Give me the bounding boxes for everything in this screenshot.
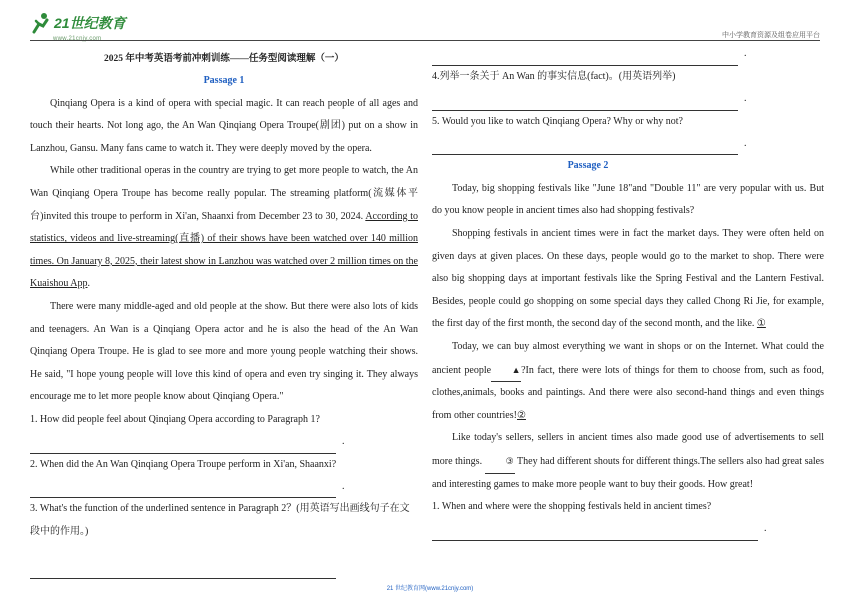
passage-2-paragraph-4: Like today's sellers, sellers in ancient times also made good use of advertisements to sell more things. ③ They had different shouts for different things.The sellers also had great sales and interesting games to make more people want to buy their goods. How great!	[432, 432, 825, 490]
passage-1-paragraph-3: There were many middle-aged and old people at the show. But there were also lots of kids and teenagers. An Wan is a Qinqiang Opera actor and he is also the head of the An Wan Qinqiang Opera Troupe. He is glad to see more and more young people watching their shows. He said, "I hope young people will love this kind of opera and even try singing it. They always encourage me to let more people know about Qinqiang Opera."	[30, 300, 418, 403]
logo-text: 21世纪教育	[54, 15, 126, 31]
answer-line-2[interactable]: .	[30, 476, 418, 498]
passage-2-answer-line-1[interactable]: .	[432, 519, 824, 541]
right-column	[432, 44, 824, 541]
question-2: 2. When did the An Wan Qinqiang Opera Troupe perform in Xi'an, Shaanxi?	[30, 458, 337, 470]
platform-name: 中小学教育资源及组卷应用平台	[722, 32, 820, 39]
page-title: 2025 年中考英语考前冲刺训练——任务型阅读理解（一）	[104, 54, 344, 64]
passage-1-label: Passage 1	[203, 75, 245, 86]
answer-line-4[interactable]: .	[432, 89, 824, 111]
blank-triangle: ▲	[491, 359, 521, 383]
question-1: 1. How did people feel about Qinqiang Opera according to Paragraph 1?	[30, 413, 320, 425]
marker-2: ②	[516, 409, 526, 421]
answer-line-3[interactable]	[30, 543, 418, 579]
answer-line-5[interactable]: .	[432, 133, 824, 155]
underlined-sentence: According to statistics, videos and live-streaming(直播) of their shows have been watched over 140 million times. On January 8, 2025, their latest show in Lanzhou was watched over 2 million times on the Kuaishou App	[30, 210, 418, 290]
passage-2-paragraph-3: Today, we can buy almost everything we want in shops or on the Internet. What could the ancient people ▲?In fact, there were lots of things for them to choose from, such as food, clothes,animals, books and paintings. And there were also second-hand things and even things from other countries!②	[432, 340, 824, 421]
logo-runner-icon	[30, 12, 52, 34]
passage-2-paragraph-2: Shopping festivals in ancient times were in fact the market days. They were often held on given days at given places. On these days, people would go to the market to shop. There were also big shopping days at important festivals like the Spring Festival and the Lantern Festival. Besides, people could go shopping on some special days they called Chong Ri Jie, for example, the first day of the first month, the second day of the second month, and the like. ①	[432, 227, 824, 330]
footer: 21 世纪教育网(www.21cnjy.com)	[386, 586, 474, 592]
passage-2-label: Passage 2	[567, 160, 609, 172]
passage-1-paragraph-2: While other traditional operas in the country are trying to get more people to watch, the An Wan Qinqiang Opera Troupe has become really popular. The streaming platform(流媒体平台)invited this troupe to perform in Xi'an, Shaanxi from December 23 to 30, 2024. According to statistics, videos and live-streaming(直播) of their shows have been watched over 140 million times. On January 8, 2025, their latest show in Lanzhou was watched over 2 million times on the Kuaishou App.	[30, 165, 418, 290]
question-5: 5. Would you like to watch Qinqiang Opera? Why or why not?	[432, 115, 683, 127]
marker-1: ①	[756, 318, 766, 330]
question-3: 3. What's the function of the underlined sentence in Paragraph 2？(用英语写出画线句子在文段中的作用。)	[30, 503, 410, 537]
question-4: 4.列举一条关于 An Wan 的事实信息(fact)。(用英语列举)	[432, 71, 676, 82]
left-column	[30, 48, 418, 579]
answer-line-1[interactable]: .	[30, 432, 418, 454]
passage-2-paragraph-1: Today, big shopping festivals like "June 18"and "Double 11" are very popular with us. But do you know people in ancient times also had shopping festivals?	[432, 182, 824, 217]
marker-3: ③	[485, 450, 515, 474]
header-divider	[30, 40, 820, 41]
passage-2-question-1: 1. When and where were the shopping festivals held in ancient times?	[432, 501, 712, 513]
logo-url: www.21cnjy.com	[53, 36, 102, 42]
logo	[30, 12, 126, 34]
passage-1-paragraph-1: Qinqiang Opera is a kind of opera with special magic. It can reach people of all ages and touch their hearts. Not long ago, the An Wan Qinqiang Opera Troupe(剧团) put on a show in Lanzhou, Gansu. Many fans came to watch it. They were deeply moved by the opera.	[30, 97, 418, 154]
answer-line-3-cont[interactable]: .	[432, 44, 824, 66]
